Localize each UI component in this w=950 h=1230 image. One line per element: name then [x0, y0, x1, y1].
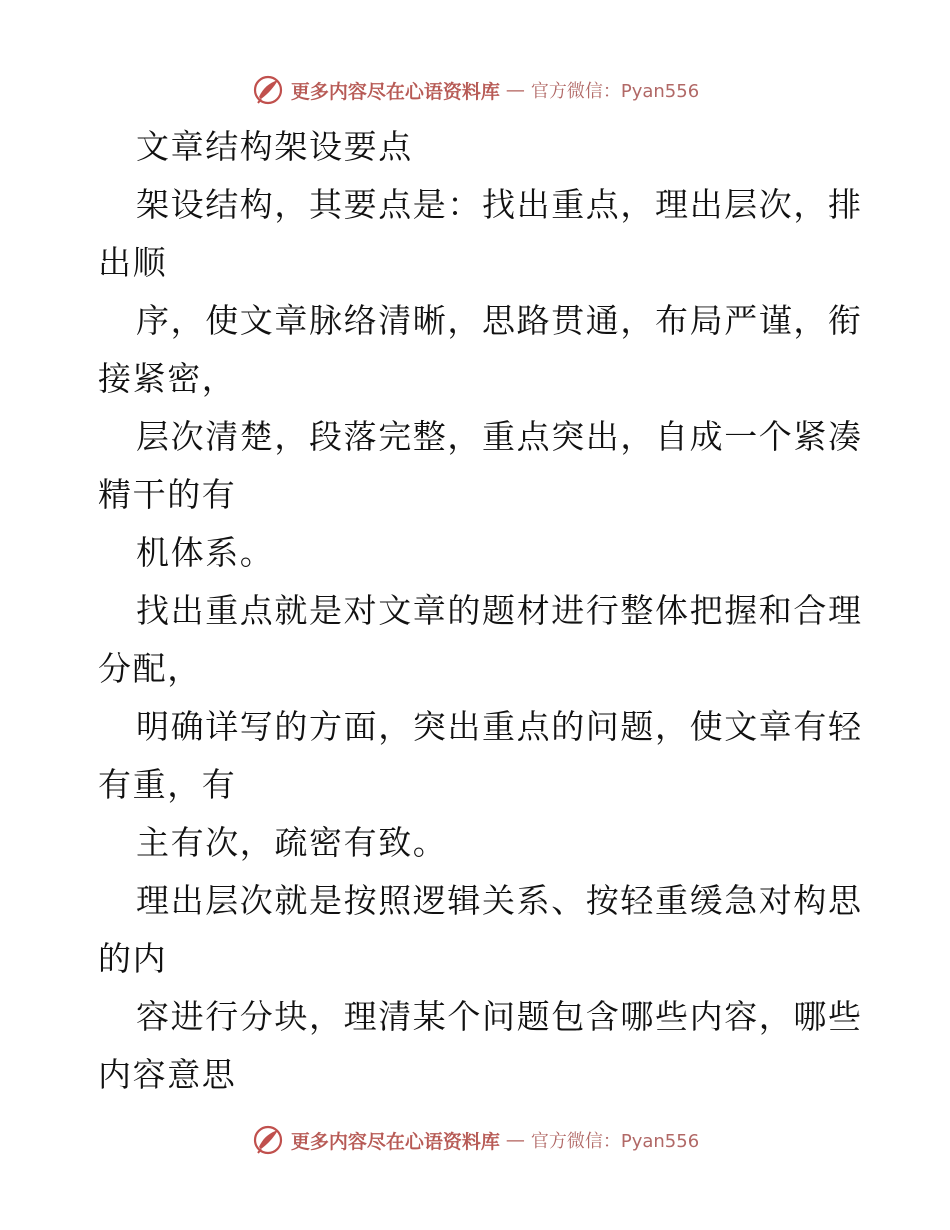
text-line: 精干的有 — [98, 475, 237, 514]
text-line: 理出层次就是按照逻辑关系、按轻重缓急对构思 — [136, 881, 863, 920]
text-line: 主有次，疏密有致。 — [136, 823, 448, 862]
text-line: 有重，有 — [98, 765, 237, 804]
footer-watermark — [0, 1120, 950, 1160]
text-line: 内容意思 — [98, 1055, 237, 1094]
text-line: 找出重点就是对文章的题材进行整体把握和合理 — [136, 591, 863, 630]
text-line: 容进行分块，理清某个问题包含哪些内容，哪些 — [136, 997, 863, 1036]
watermark-text: 更多内容尽在心语资料库 — [290, 1130, 500, 1153]
watermark-wechat: 官方微信：Pyan556 — [530, 81, 700, 102]
text-line: 层次清楚，段落完整，重点突出，自成一个紧凑 — [136, 417, 863, 456]
header-watermark — [0, 70, 950, 110]
text-line: 分配， — [98, 649, 202, 688]
text-line: 明确详写的方面，突出重点的问题，使文章有轻 — [136, 707, 863, 746]
document-body — [98, 118, 863, 1104]
text-line: 机体系。 — [136, 533, 275, 572]
text-line: 的内 — [98, 939, 168, 978]
text-line: 接紧密， — [98, 359, 237, 398]
pen-logo-icon — [251, 1123, 285, 1157]
text-line: 架设结构，其要点是：找出重点，理出层次，排 — [136, 185, 863, 224]
text-line: 出顺 — [98, 243, 168, 282]
text-line: 序，使文章脉络清晰，思路贯通，布局严谨，衔 — [136, 301, 863, 340]
watermark-wechat: 官方微信：Pyan556 — [530, 1131, 700, 1152]
watermark-separator: — — [505, 79, 525, 101]
text-line: 文章结构架设要点 — [136, 127, 413, 166]
pen-logo-icon — [251, 73, 285, 107]
watermark-text: 更多内容尽在心语资料库 — [290, 80, 500, 103]
watermark-separator: — — [505, 1129, 525, 1151]
